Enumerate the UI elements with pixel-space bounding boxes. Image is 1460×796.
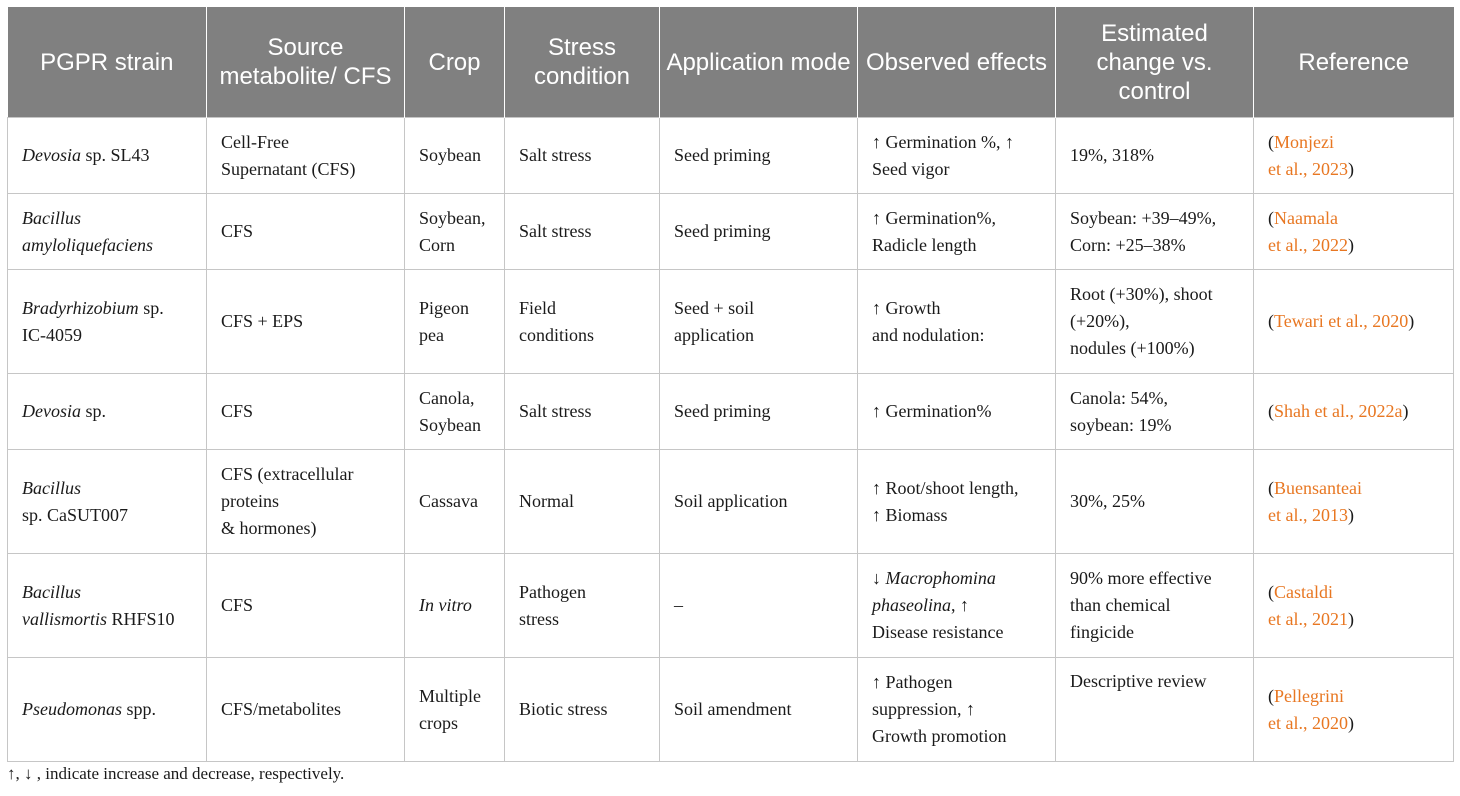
strain-rest: sp. CaSUT007 bbox=[22, 504, 129, 525]
ref-open: ( bbox=[1268, 581, 1274, 602]
effects-prefix: ↓ bbox=[872, 568, 886, 588]
cell-source: CFS bbox=[207, 554, 405, 658]
header-row bbox=[8, 7, 1454, 118]
cell-effects: ↑ Germination%, Radicle length bbox=[858, 194, 1056, 270]
crop-italic: In vitro bbox=[419, 595, 472, 615]
cell-crop: Pigeon pea bbox=[405, 270, 505, 374]
header-strain: PGPR strain bbox=[8, 7, 207, 118]
reference-link[interactable]: Pellegrini et al., 2020 bbox=[1268, 685, 1348, 733]
cell-stress: Biotic stress bbox=[505, 658, 660, 762]
strain-rest: sp. SL43 bbox=[80, 145, 150, 165]
ref-open: ( bbox=[1268, 311, 1274, 331]
strain-genus: Bacillus bbox=[22, 477, 81, 498]
header-effects: Observed effects bbox=[858, 7, 1056, 118]
ref-close: ) bbox=[1347, 712, 1354, 733]
reference-link[interactable]: Shah et al., 2022a bbox=[1274, 401, 1403, 421]
cell-effects: ↑ Germination% bbox=[858, 374, 1056, 450]
cell-crop: Soybean, Corn bbox=[405, 194, 505, 270]
table-row bbox=[8, 270, 1454, 374]
header-application: Application mode bbox=[660, 7, 858, 118]
strain-rest: spp. bbox=[122, 699, 157, 719]
table-footnote: ↑, ↓ , indicate increase and decrease, respectively. bbox=[7, 764, 345, 783]
cell-mode: Seed priming bbox=[660, 194, 858, 270]
cell-stress: Salt stress bbox=[505, 194, 660, 270]
cell-change: 19%, 318% bbox=[1056, 118, 1254, 194]
cell-strain bbox=[8, 658, 207, 762]
cell-source: CFS bbox=[207, 374, 405, 450]
cell-strain bbox=[8, 450, 207, 554]
strain-genus: Bacillus amyloliquefaciens bbox=[22, 207, 153, 255]
strain-genus: Devosia bbox=[22, 145, 81, 165]
ref-close: ) bbox=[1402, 401, 1409, 421]
cell-change: Canola: 54%, soybean: 19% bbox=[1056, 374, 1254, 450]
ref-close: ) bbox=[1408, 311, 1415, 331]
effects-pathogen: Macrophomina phaseolina bbox=[872, 568, 996, 615]
cell-reference bbox=[1254, 450, 1454, 554]
header-crop: Crop bbox=[405, 7, 505, 118]
data-table bbox=[7, 7, 1454, 762]
strain-rest: sp. IC-4059 bbox=[22, 297, 164, 345]
strain-rest: sp. bbox=[80, 401, 106, 421]
reference-link[interactable]: Naamala et al., 2022 bbox=[1268, 207, 1348, 255]
cell-strain bbox=[8, 554, 207, 658]
cell-source: CFS/metabolites bbox=[207, 658, 405, 762]
cell-source: Cell-Free Supernatant (CFS) bbox=[207, 118, 405, 194]
ref-close: ) bbox=[1347, 608, 1354, 629]
cell-effects: ↑ Pathogen suppression, ↑ Growth promotion bbox=[858, 658, 1056, 762]
reference-link[interactable]: Buensanteai et al., 2013 bbox=[1268, 477, 1362, 525]
cell-stress: Field conditions bbox=[505, 270, 660, 374]
cell-change: Root (+30%), shoot (+20%), nodules (+100%) bbox=[1056, 270, 1254, 374]
cell-mode: Seed priming bbox=[660, 118, 858, 194]
ref-open: ( bbox=[1268, 477, 1274, 498]
ref-open: ( bbox=[1268, 401, 1274, 421]
cell-reference bbox=[1254, 270, 1454, 374]
strain-genus: Pseudomonas bbox=[22, 699, 122, 719]
cell-mode: Seed priming bbox=[660, 374, 858, 450]
ref-open: ( bbox=[1268, 207, 1274, 228]
cell-source: CFS bbox=[207, 194, 405, 270]
cell-change: 30%, 25% bbox=[1056, 450, 1254, 554]
ref-open: ( bbox=[1268, 131, 1274, 152]
ref-close: ) bbox=[1347, 158, 1354, 179]
cell-change: 90% more effective than chemical fingicide bbox=[1056, 554, 1254, 658]
cell-strain bbox=[8, 194, 207, 270]
cell-effects: ↑ Germination %, ↑ Seed vigor bbox=[858, 118, 1056, 194]
cell-strain bbox=[8, 270, 207, 374]
cell-change: Soybean: +39–49%, Corn: +25–38% bbox=[1056, 194, 1254, 270]
table-row bbox=[8, 658, 1454, 762]
cell-mode: Seed + soil application bbox=[660, 270, 858, 374]
cell-reference bbox=[1254, 374, 1454, 450]
table-row bbox=[8, 118, 1454, 194]
ref-open: ( bbox=[1268, 685, 1274, 706]
strain-genus: Bradyrhizobium bbox=[22, 297, 139, 318]
strain-genus: Devosia bbox=[22, 401, 81, 421]
cell-change: Descriptive review bbox=[1056, 658, 1254, 762]
header-change: Estimated change vs. control bbox=[1056, 7, 1254, 118]
cell-crop: Canola, Soybean bbox=[405, 374, 505, 450]
reference-link[interactable]: Tewari et al., 2020 bbox=[1274, 311, 1409, 331]
cell-stress: Salt stress bbox=[505, 374, 660, 450]
table-row bbox=[8, 450, 1454, 554]
cell-stress: Salt stress bbox=[505, 118, 660, 194]
cell-stress: Normal bbox=[505, 450, 660, 554]
cell-reference bbox=[1254, 118, 1454, 194]
header-stress: Stress condition bbox=[505, 7, 660, 118]
cell-source: CFS + EPS bbox=[207, 270, 405, 374]
strain-rest: RHFS10 bbox=[107, 608, 175, 629]
cell-strain bbox=[8, 118, 207, 194]
strain-genus: Bacillus vallismortis bbox=[22, 581, 108, 629]
ref-close: ) bbox=[1347, 234, 1354, 255]
cell-strain bbox=[8, 374, 207, 450]
table-row bbox=[8, 374, 1454, 450]
cell-reference bbox=[1254, 658, 1454, 762]
cell-mode: Soil application bbox=[660, 450, 858, 554]
cell-reference bbox=[1254, 194, 1454, 270]
cell-crop: Multiple crops bbox=[405, 658, 505, 762]
cell-stress: Pathogen stress bbox=[505, 554, 660, 658]
cell-crop bbox=[405, 554, 505, 658]
cell-effects: ↑ Root/shoot length, ↑ Biomass bbox=[858, 450, 1056, 554]
cell-effects bbox=[858, 554, 1056, 658]
cell-mode: Soil amendment bbox=[660, 658, 858, 762]
header-source: Source metabolite/ CFS bbox=[207, 7, 405, 118]
header-reference: Reference bbox=[1254, 7, 1454, 118]
cell-crop: Soybean bbox=[405, 118, 505, 194]
cell-reference bbox=[1254, 554, 1454, 658]
cell-effects: ↑ Growth and nodulation: bbox=[858, 270, 1056, 374]
table-row bbox=[8, 194, 1454, 270]
cell-mode: – bbox=[660, 554, 858, 658]
reference-link[interactable]: Castaldi et al., 2021 bbox=[1268, 581, 1348, 629]
ref-close: ) bbox=[1347, 504, 1354, 525]
effects-rest: , ↑ Disease resistance bbox=[872, 595, 1004, 642]
reference-link[interactable]: Monjezi et al., 2023 bbox=[1268, 131, 1348, 179]
table-row bbox=[8, 554, 1454, 658]
cell-crop: Cassava bbox=[405, 450, 505, 554]
cell-source: CFS (extracellular proteins & hormones) bbox=[207, 450, 405, 554]
